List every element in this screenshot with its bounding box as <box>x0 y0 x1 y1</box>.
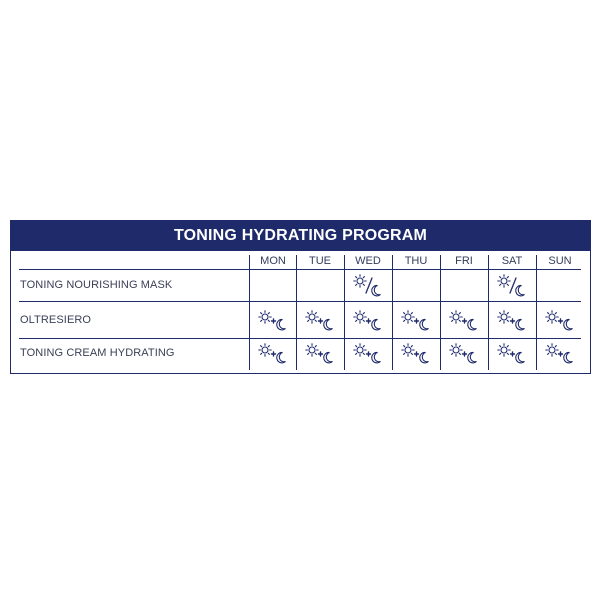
sun-slash-moon-icon <box>345 270 391 302</box>
program-table <box>10 220 591 374</box>
program-title: TONING HYDRATING PROGRAM <box>11 221 590 251</box>
sun-plus-moon-icon <box>297 339 343 369</box>
row-label: OLTRESIERO <box>20 313 92 326</box>
sun-plus-moon-icon <box>489 302 535 339</box>
day-header-wed: WED <box>355 255 381 267</box>
sun-plus-moon-icon <box>537 302 583 339</box>
row-label: TONING CREAM HYDRATING <box>20 347 175 359</box>
day-header-thu: THU <box>404 255 428 267</box>
sun-plus-moon-icon <box>441 302 487 339</box>
sun-plus-moon-icon <box>393 302 439 339</box>
day-header-fri: FRI <box>455 255 473 267</box>
sun-plus-moon-icon <box>345 339 391 369</box>
sun-plus-moon-icon <box>297 302 343 339</box>
sun-plus-moon-icon <box>250 339 296 369</box>
day-header-mon: MON <box>260 255 286 267</box>
schedule-grid <box>11 251 590 374</box>
sun-plus-moon-icon <box>345 302 391 339</box>
day-header-sun: SUN <box>548 255 572 267</box>
sun-plus-moon-icon <box>489 339 535 369</box>
sun-slash-moon-icon <box>489 270 535 302</box>
sun-plus-moon-icon <box>537 339 583 369</box>
day-header-sat: SAT <box>501 255 523 267</box>
sun-plus-moon-icon <box>393 339 439 369</box>
sun-plus-moon-icon <box>250 302 296 339</box>
day-header-tue: TUE <box>309 255 331 267</box>
day-header-row <box>11 251 590 269</box>
sun-plus-moon-icon <box>441 339 487 369</box>
row-label: TONING NOURISHING MASK <box>20 279 173 291</box>
